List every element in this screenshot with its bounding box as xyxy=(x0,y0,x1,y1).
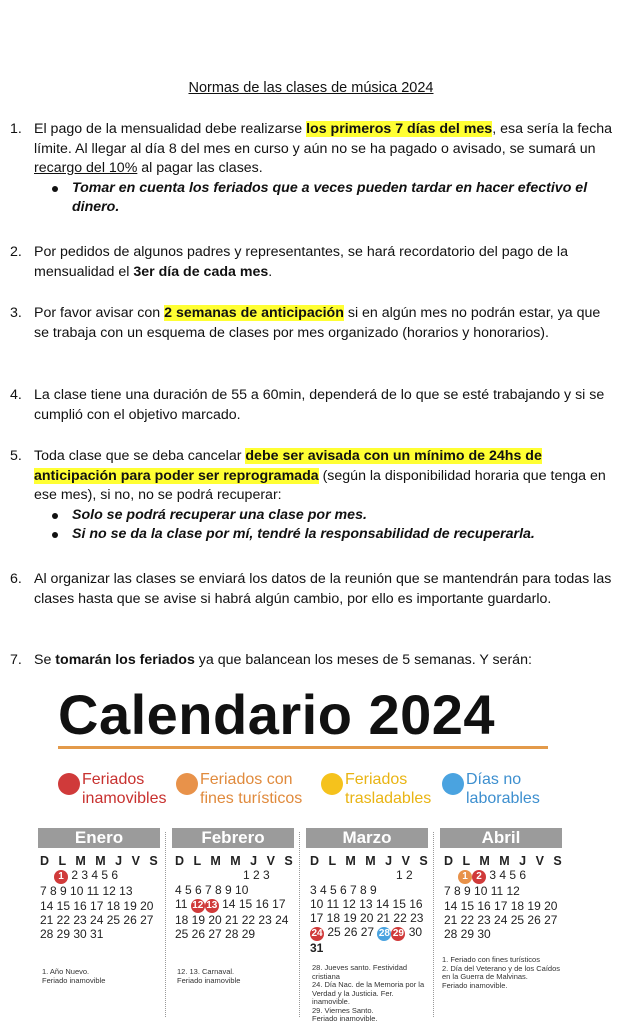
rule-highlight: 2 semanas de anticipación xyxy=(164,305,344,321)
footnote-text: Feriado inamovible. xyxy=(312,1014,378,1023)
rule-highlight: debe ser avisada con un mínimo de 24hs de anticipación para poder ser reprogramada xyxy=(34,448,542,484)
legend-item xyxy=(466,770,540,808)
rule-bold: 3er día de cada mes xyxy=(133,263,269,280)
rule-number: 7. xyxy=(10,652,22,668)
legend-label: trasladables xyxy=(345,790,432,807)
week-row: 18 19 20 21 22 23 24 xyxy=(175,912,289,927)
legend-label: Días no xyxy=(466,771,522,788)
rule-text: El pago de la mensualidad debe realizarse xyxy=(34,121,307,137)
rule-bullet: Solo se podrá recuperar una clase por mes. xyxy=(72,506,614,526)
divider xyxy=(58,746,548,749)
legend-label: Feriados con xyxy=(200,771,293,788)
week-row: 17 18 19 20 21 22 23 xyxy=(310,911,424,926)
legend-label: Feriados xyxy=(82,771,145,788)
month-header: Febrero xyxy=(172,828,294,848)
rule-item xyxy=(10,386,614,425)
footnote-text: 1. Año Nuevo. xyxy=(42,967,90,976)
weekday-header: D L M M J V S xyxy=(40,854,161,868)
week-row: 1 2 3 4 5 6 xyxy=(444,868,572,884)
page-title: Normas de las clases de música 2024 xyxy=(188,80,434,96)
week-row: 3 4 5 6 7 8 9 xyxy=(310,882,377,897)
rule-text: (según la disponibilidad horaria que tenga en ese mes), si no, no se podrá recuperar: xyxy=(34,467,606,504)
legend-item xyxy=(345,770,431,808)
month-grid xyxy=(310,854,438,956)
holiday-marker: 12 xyxy=(192,899,204,911)
week-row: 28 29 30 xyxy=(444,927,491,942)
rule-text: al pagar las clases. xyxy=(137,160,263,177)
month-header: Marzo xyxy=(306,828,428,848)
rule-item xyxy=(10,243,614,282)
rule-number: 5. xyxy=(10,448,22,464)
footnote xyxy=(442,956,562,990)
footnote-text: 2. Día del Veterano y de los Caídos en la Guerra de Malvinas. xyxy=(442,963,560,981)
rule-text: , esa sería la fecha límite. Al llegar al día 8 del mes en curso y aún no se ha pagado o avisado, se sumará un xyxy=(34,121,613,157)
non-working-marker: 28 xyxy=(378,928,390,940)
footnote-text: 1. Feriado con fines turísticos xyxy=(442,955,540,964)
rule-highlight: los primeros 7 días del mes xyxy=(306,121,493,137)
rule-bullet: Tomar en cuenta los feriados que a veces pueden tardar en hacer efectivo el dinero. xyxy=(72,179,614,218)
rule-text: Al organizar las clases se enviará los datos de la reunión que se mantendrán para todas las clases hasta que se avise si habrá algún cambio, por ello es importante guardarlo. xyxy=(34,571,612,607)
rule-text: Por pedidos de algunos padres y representantes, se hará recordatorio del pago de la mensualidad el xyxy=(34,244,568,280)
footnote-text: 24. Día Nac. de la Memoria por la Verdad y la Justicia. Fer. inamovible. xyxy=(312,980,425,1006)
week-row: 7 8 9 10 11 12 xyxy=(444,884,520,899)
month-grid: D L M M J V S 1 2 3 4 5 6 7 8 9 10 11 12 13 14 15 16 17 18 19 20 21 22 23 24 25 26 27 28 29 30 31 xyxy=(40,854,168,941)
week-row: 4 5 6 7 8 9 10 xyxy=(175,882,249,897)
rule-number: 1. xyxy=(10,121,22,137)
month-grid xyxy=(444,854,572,941)
rule-text: Por favor avisar con xyxy=(34,305,165,321)
weekday-header: D L M M J V S xyxy=(310,854,431,868)
rule-text: ya que balancean los meses de 5 semanas. Y serán: xyxy=(194,652,532,668)
rule-number: 3. xyxy=(10,305,22,321)
footnote xyxy=(312,964,430,1024)
legend-item xyxy=(82,770,166,808)
rule-item xyxy=(10,120,614,218)
rule-number: 2. xyxy=(10,244,22,260)
footnote xyxy=(42,968,152,985)
rule-item xyxy=(10,447,614,545)
month-grid xyxy=(175,854,303,941)
rule-number: 6. xyxy=(10,571,22,587)
rule-bold: tomarán los feriados xyxy=(55,652,195,668)
red-dot-icon xyxy=(58,773,80,795)
week-row: 14 15 16 17 18 19 20 xyxy=(40,898,154,913)
rule-text: La clase tiene una duración de 55 a 60min, dependerá de lo que se esté trabajando y si se cumplió con el objetivo marcado. xyxy=(34,387,605,423)
footnote xyxy=(177,968,287,985)
blue-dot-icon xyxy=(442,773,464,795)
rule-text: Toda clase que se deba cancelar xyxy=(34,448,246,464)
holiday-marker: 13 xyxy=(206,899,218,911)
week-row: 7 8 9 10 11 12 13 xyxy=(40,884,133,899)
week-row: 31 xyxy=(310,941,324,956)
rule-item xyxy=(10,570,614,609)
rule-number: 4. xyxy=(10,387,22,403)
footnote-text: Feriado inamovible xyxy=(42,975,106,985)
month-header: Enero xyxy=(38,828,160,848)
tourism-holiday-marker: 1 xyxy=(458,870,472,884)
week-row: 24 25 26 27 28 29 30 xyxy=(311,925,423,940)
holiday-marker: 24 xyxy=(311,928,323,940)
week-row: 28 29 30 31 xyxy=(40,927,104,942)
orange-dot-icon xyxy=(176,773,198,795)
holiday-marker: 2 xyxy=(472,870,486,884)
legend-item xyxy=(200,770,302,808)
month-header: Abril xyxy=(440,828,562,848)
week-row: 14 15 16 17 18 19 20 xyxy=(444,898,558,913)
rule-item xyxy=(10,304,614,343)
yellow-dot-icon xyxy=(321,773,343,795)
week-row: 1 2 xyxy=(396,868,413,883)
week-row: 21 22 23 24 25 26 27 xyxy=(444,912,558,927)
rule-bullet: Si no se da la clase por mí, tendré la responsabilidad de recuperarla. xyxy=(72,525,614,545)
week-row: 25 26 27 28 29 xyxy=(175,927,256,942)
footnote-text: Feriado inamovible. xyxy=(442,980,508,990)
footnote-text: 12. 13. Carnaval. xyxy=(177,967,235,976)
footnote-text: 28. Jueves santo. Festividad cristiana xyxy=(312,963,408,981)
weekday-header: D L M M J V S xyxy=(175,854,296,868)
rule-text: si en algún mes no podrán estar, ya que se trabaja con un esquema de clases por mes organizado (horarios y honorarios). xyxy=(34,305,601,341)
footnote-text: 29. Viernes Santo. xyxy=(312,1005,374,1015)
week-row: 1 2 3 xyxy=(243,868,270,883)
week-row: 21 22 23 24 25 26 27 xyxy=(40,912,154,927)
calendar-image xyxy=(0,672,622,1024)
holiday-marker: 1 xyxy=(54,870,68,884)
rule-item xyxy=(10,651,614,671)
week-row: 11 12 13 14 15 16 17 xyxy=(175,896,286,911)
legend-label: fines turísticos xyxy=(200,790,303,807)
calendar-title: Calendario 2024 xyxy=(58,683,496,746)
footnote-text: Feriado inamovible xyxy=(177,975,241,985)
rule-text: Se xyxy=(34,652,56,668)
legend-label: inamovibles xyxy=(82,790,167,807)
week-row: 10 11 12 13 14 15 16 xyxy=(310,896,423,911)
weekday-header: D L M M J V S xyxy=(444,854,565,868)
holiday-marker: 29 xyxy=(392,928,404,940)
rule-text: . xyxy=(268,263,273,280)
legend-label: Feriados xyxy=(345,771,408,788)
legend-label: laborables xyxy=(466,790,540,807)
rule-underline: recargo del 10% xyxy=(34,160,138,177)
